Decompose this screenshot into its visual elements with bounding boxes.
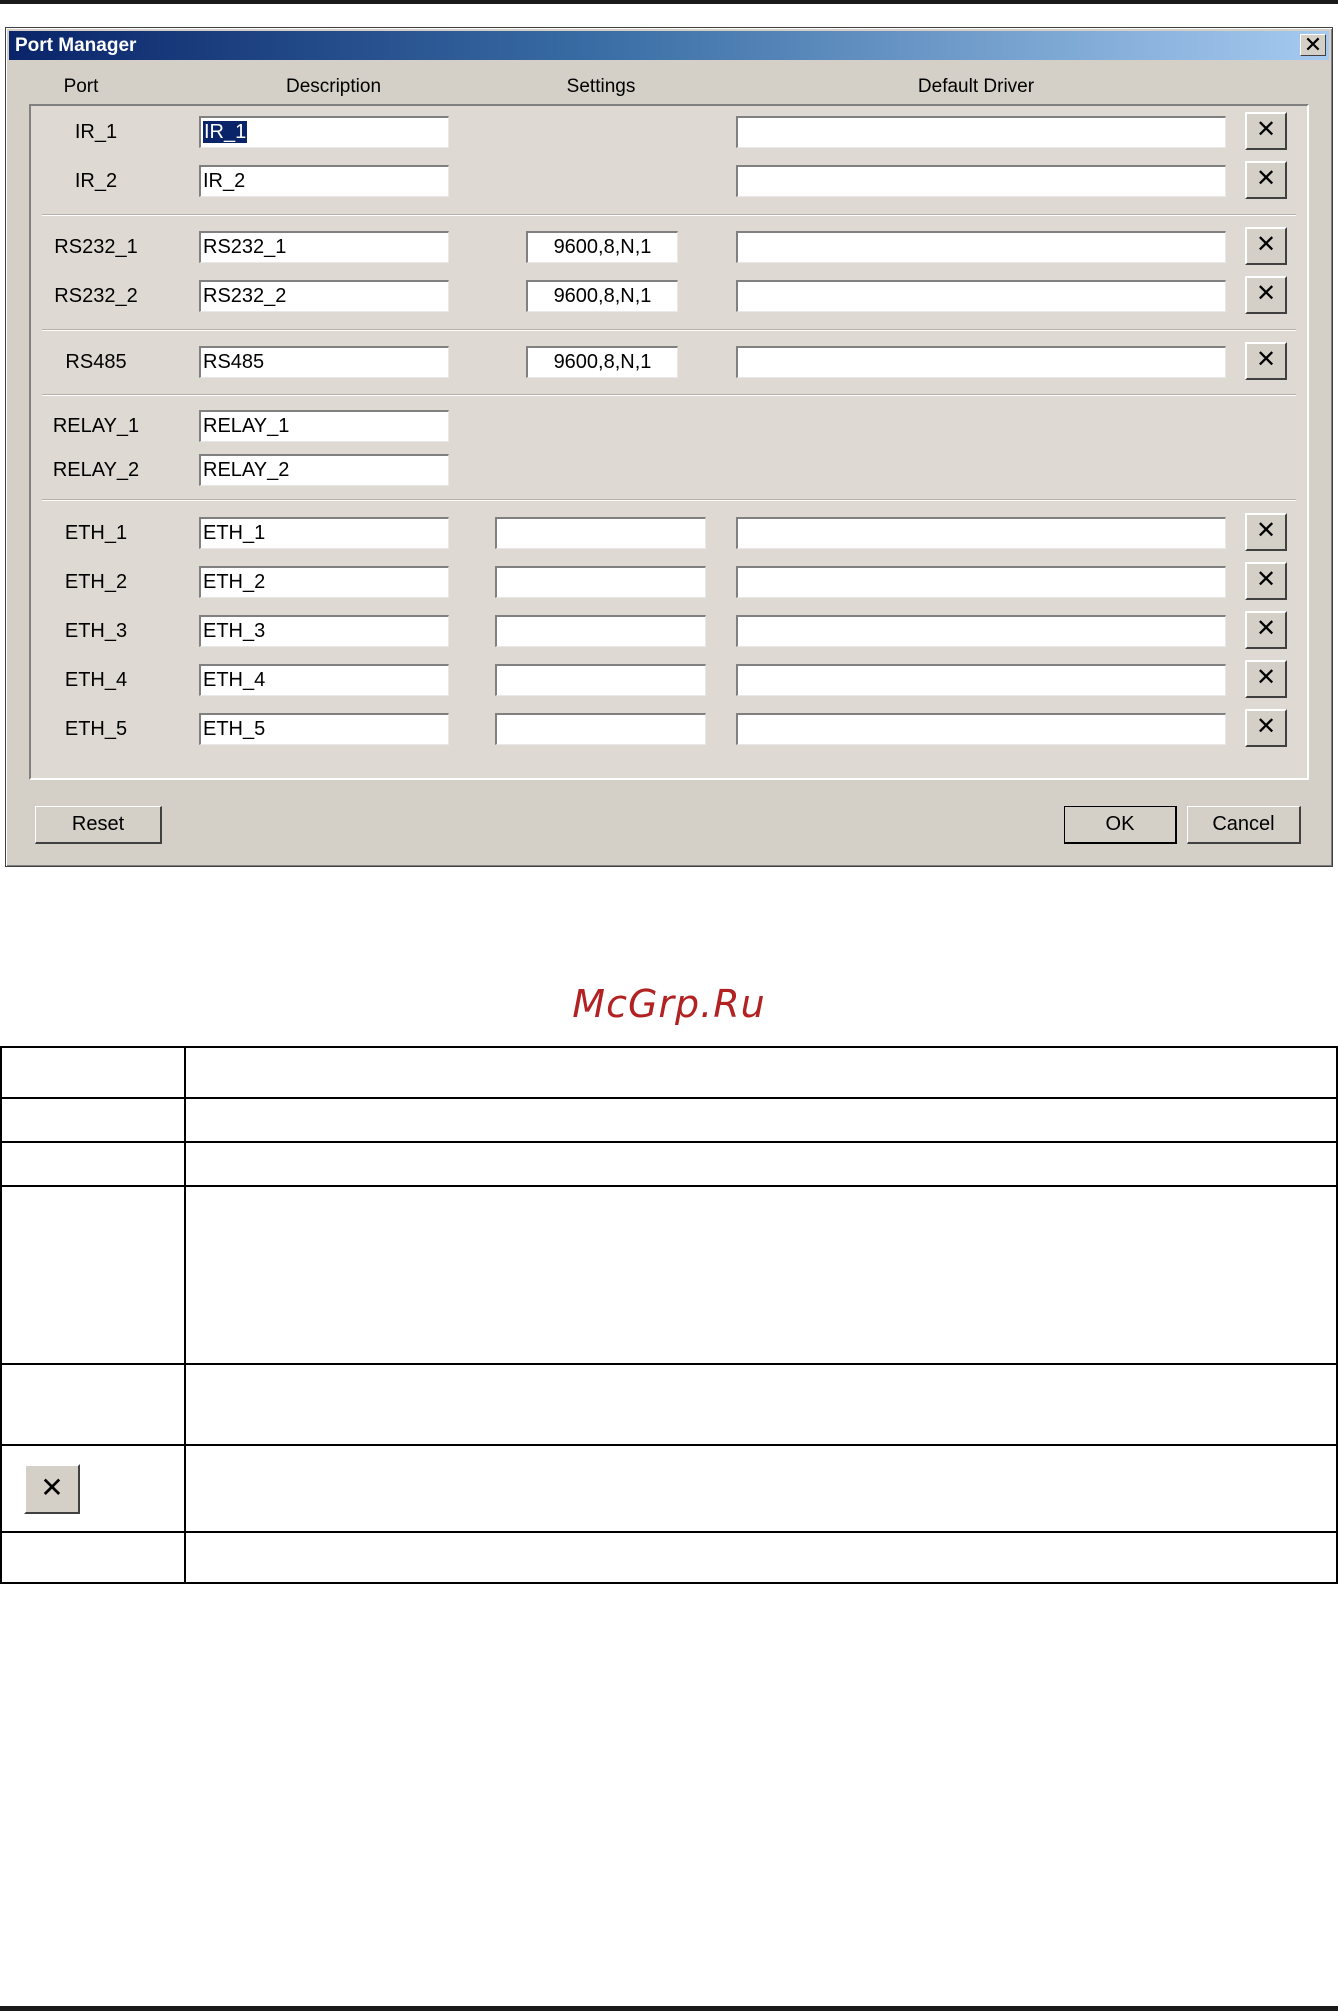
port-row-eth-3 xyxy=(31,615,1307,647)
description-input[interactable]: RS485 xyxy=(199,346,449,378)
port-label: RS232_2 xyxy=(54,285,138,307)
port-row-rs485 xyxy=(31,346,1307,378)
table-cell xyxy=(1,1532,185,1583)
port-label: RELAY_2 xyxy=(52,459,140,481)
ports-panel xyxy=(29,104,1309,780)
description-input[interactable]: ETH_3 xyxy=(199,615,449,647)
port-row-eth-1 xyxy=(31,517,1307,549)
table-row xyxy=(1,1532,1337,1583)
table-row xyxy=(1,1047,1337,1098)
port-row-eth-2 xyxy=(31,566,1307,598)
default-driver-input[interactable] xyxy=(736,116,1226,148)
remove-x-icon[interactable]: ✕ xyxy=(1245,513,1287,551)
top-rule xyxy=(0,0,1338,4)
port-label: ETH_3 xyxy=(64,620,128,642)
description-input[interactable]: RELAY_1 xyxy=(199,410,449,442)
port-row-ir-1 xyxy=(31,116,1307,148)
table-cell xyxy=(185,1532,1337,1583)
default-driver-input[interactable] xyxy=(736,165,1226,197)
table-cell xyxy=(1,1142,185,1186)
default-driver-input[interactable] xyxy=(736,231,1226,263)
port-label: IR_2 xyxy=(74,170,118,192)
description-input[interactable]: RS232_1 xyxy=(199,231,449,263)
description-input[interactable]: ETH_2 xyxy=(199,566,449,598)
table-cell xyxy=(185,1445,1337,1532)
column-header-port: Port xyxy=(63,76,99,97)
group-separator xyxy=(42,329,1296,331)
table-cell xyxy=(185,1364,1337,1445)
column-header-description: Description xyxy=(285,76,382,97)
description-input[interactable] xyxy=(199,116,449,148)
settings-input[interactable] xyxy=(495,517,706,549)
table-row xyxy=(1,1445,1337,1532)
description-input[interactable]: ETH_5 xyxy=(199,713,449,745)
default-driver-input[interactable] xyxy=(736,713,1226,745)
remove-x-icon[interactable]: ✕ xyxy=(1245,660,1287,698)
settings-input[interactable]: 9600,8,N,1 xyxy=(526,231,678,263)
port-row-rs232-2 xyxy=(31,280,1307,312)
port-row-relay-2 xyxy=(31,454,1307,486)
port-row-eth-4 xyxy=(31,664,1307,696)
remove-x-icon[interactable]: ✕ xyxy=(1245,227,1287,265)
remove-x-icon[interactable]: ✕ xyxy=(1245,112,1287,150)
description-input[interactable]: IR_2 xyxy=(199,165,449,197)
bottom-rule xyxy=(0,2006,1338,2011)
group-separator xyxy=(42,214,1296,216)
reset-button[interactable]: Reset xyxy=(35,806,162,844)
ok-button[interactable]: OK xyxy=(1064,806,1177,844)
port-label: ETH_5 xyxy=(64,718,128,740)
title-bar[interactable] xyxy=(9,31,1329,60)
remove-x-icon: ✕ xyxy=(24,1464,80,1514)
port-row-relay-1 xyxy=(31,410,1307,442)
group-separator xyxy=(42,394,1296,396)
default-driver-input[interactable] xyxy=(736,664,1226,696)
table-row xyxy=(1,1364,1337,1445)
column-header-default-driver: Default Driver xyxy=(917,76,1035,97)
table-cell xyxy=(1,1047,185,1098)
port-label: RELAY_1 xyxy=(52,415,140,437)
port-manager-dialog xyxy=(5,27,1333,867)
remove-x-icon[interactable]: ✕ xyxy=(1245,161,1287,199)
default-driver-input[interactable] xyxy=(736,566,1226,598)
group-separator xyxy=(42,499,1296,501)
selected-text: IR_1 xyxy=(204,121,247,143)
remove-x-icon[interactable]: ✕ xyxy=(1245,342,1287,380)
port-label: ETH_4 xyxy=(64,669,128,691)
default-driver-input[interactable] xyxy=(736,280,1226,312)
cancel-button[interactable]: Cancel xyxy=(1187,806,1301,844)
port-row-rs232-1 xyxy=(31,231,1307,263)
table-row xyxy=(1,1186,1337,1364)
remove-x-icon[interactable]: ✕ xyxy=(1245,709,1287,747)
watermark: McGrp.Ru xyxy=(572,982,766,1026)
description-input[interactable]: RS232_2 xyxy=(199,280,449,312)
default-driver-input[interactable] xyxy=(736,517,1226,549)
table-row xyxy=(1,1098,1337,1142)
port-label: RS232_1 xyxy=(54,236,138,258)
remove-x-icon[interactable]: ✕ xyxy=(1245,611,1287,649)
table-cell xyxy=(185,1142,1337,1186)
port-label: RS485 xyxy=(65,351,127,373)
column-header-settings: Settings xyxy=(566,76,636,97)
table-cell xyxy=(1,1098,185,1142)
table-cell xyxy=(1,1364,185,1445)
description-input[interactable]: RELAY_2 xyxy=(199,454,449,486)
port-row-eth-5 xyxy=(31,713,1307,745)
settings-input[interactable] xyxy=(495,713,706,745)
description-table xyxy=(0,1046,1338,1584)
port-label: ETH_1 xyxy=(64,522,128,544)
settings-input[interactable] xyxy=(495,566,706,598)
table-cell xyxy=(185,1186,1337,1364)
settings-input[interactable] xyxy=(495,664,706,696)
table-cell xyxy=(185,1098,1337,1142)
remove-x-icon[interactable]: ✕ xyxy=(1245,276,1287,314)
table-cell xyxy=(185,1047,1337,1098)
remove-x-icon[interactable]: ✕ xyxy=(1245,562,1287,600)
default-driver-input[interactable] xyxy=(736,615,1226,647)
table-cell xyxy=(1,1186,185,1364)
dialog-title: Port Manager xyxy=(15,35,137,56)
port-label: IR_1 xyxy=(74,121,118,143)
settings-input[interactable] xyxy=(495,615,706,647)
settings-input[interactable]: 9600,8,N,1 xyxy=(526,280,678,312)
port-row-ir-2 xyxy=(31,165,1307,197)
table-row xyxy=(1,1142,1337,1186)
description-input[interactable]: ETH_4 xyxy=(199,664,449,696)
close-icon[interactable]: ✕ xyxy=(1300,34,1326,56)
table-cell xyxy=(1,1445,185,1532)
description-input[interactable]: ETH_1 xyxy=(199,517,449,549)
default-driver-input[interactable] xyxy=(736,346,1226,378)
settings-input[interactable]: 9600,8,N,1 xyxy=(526,346,678,378)
port-label: ETH_2 xyxy=(64,571,128,593)
